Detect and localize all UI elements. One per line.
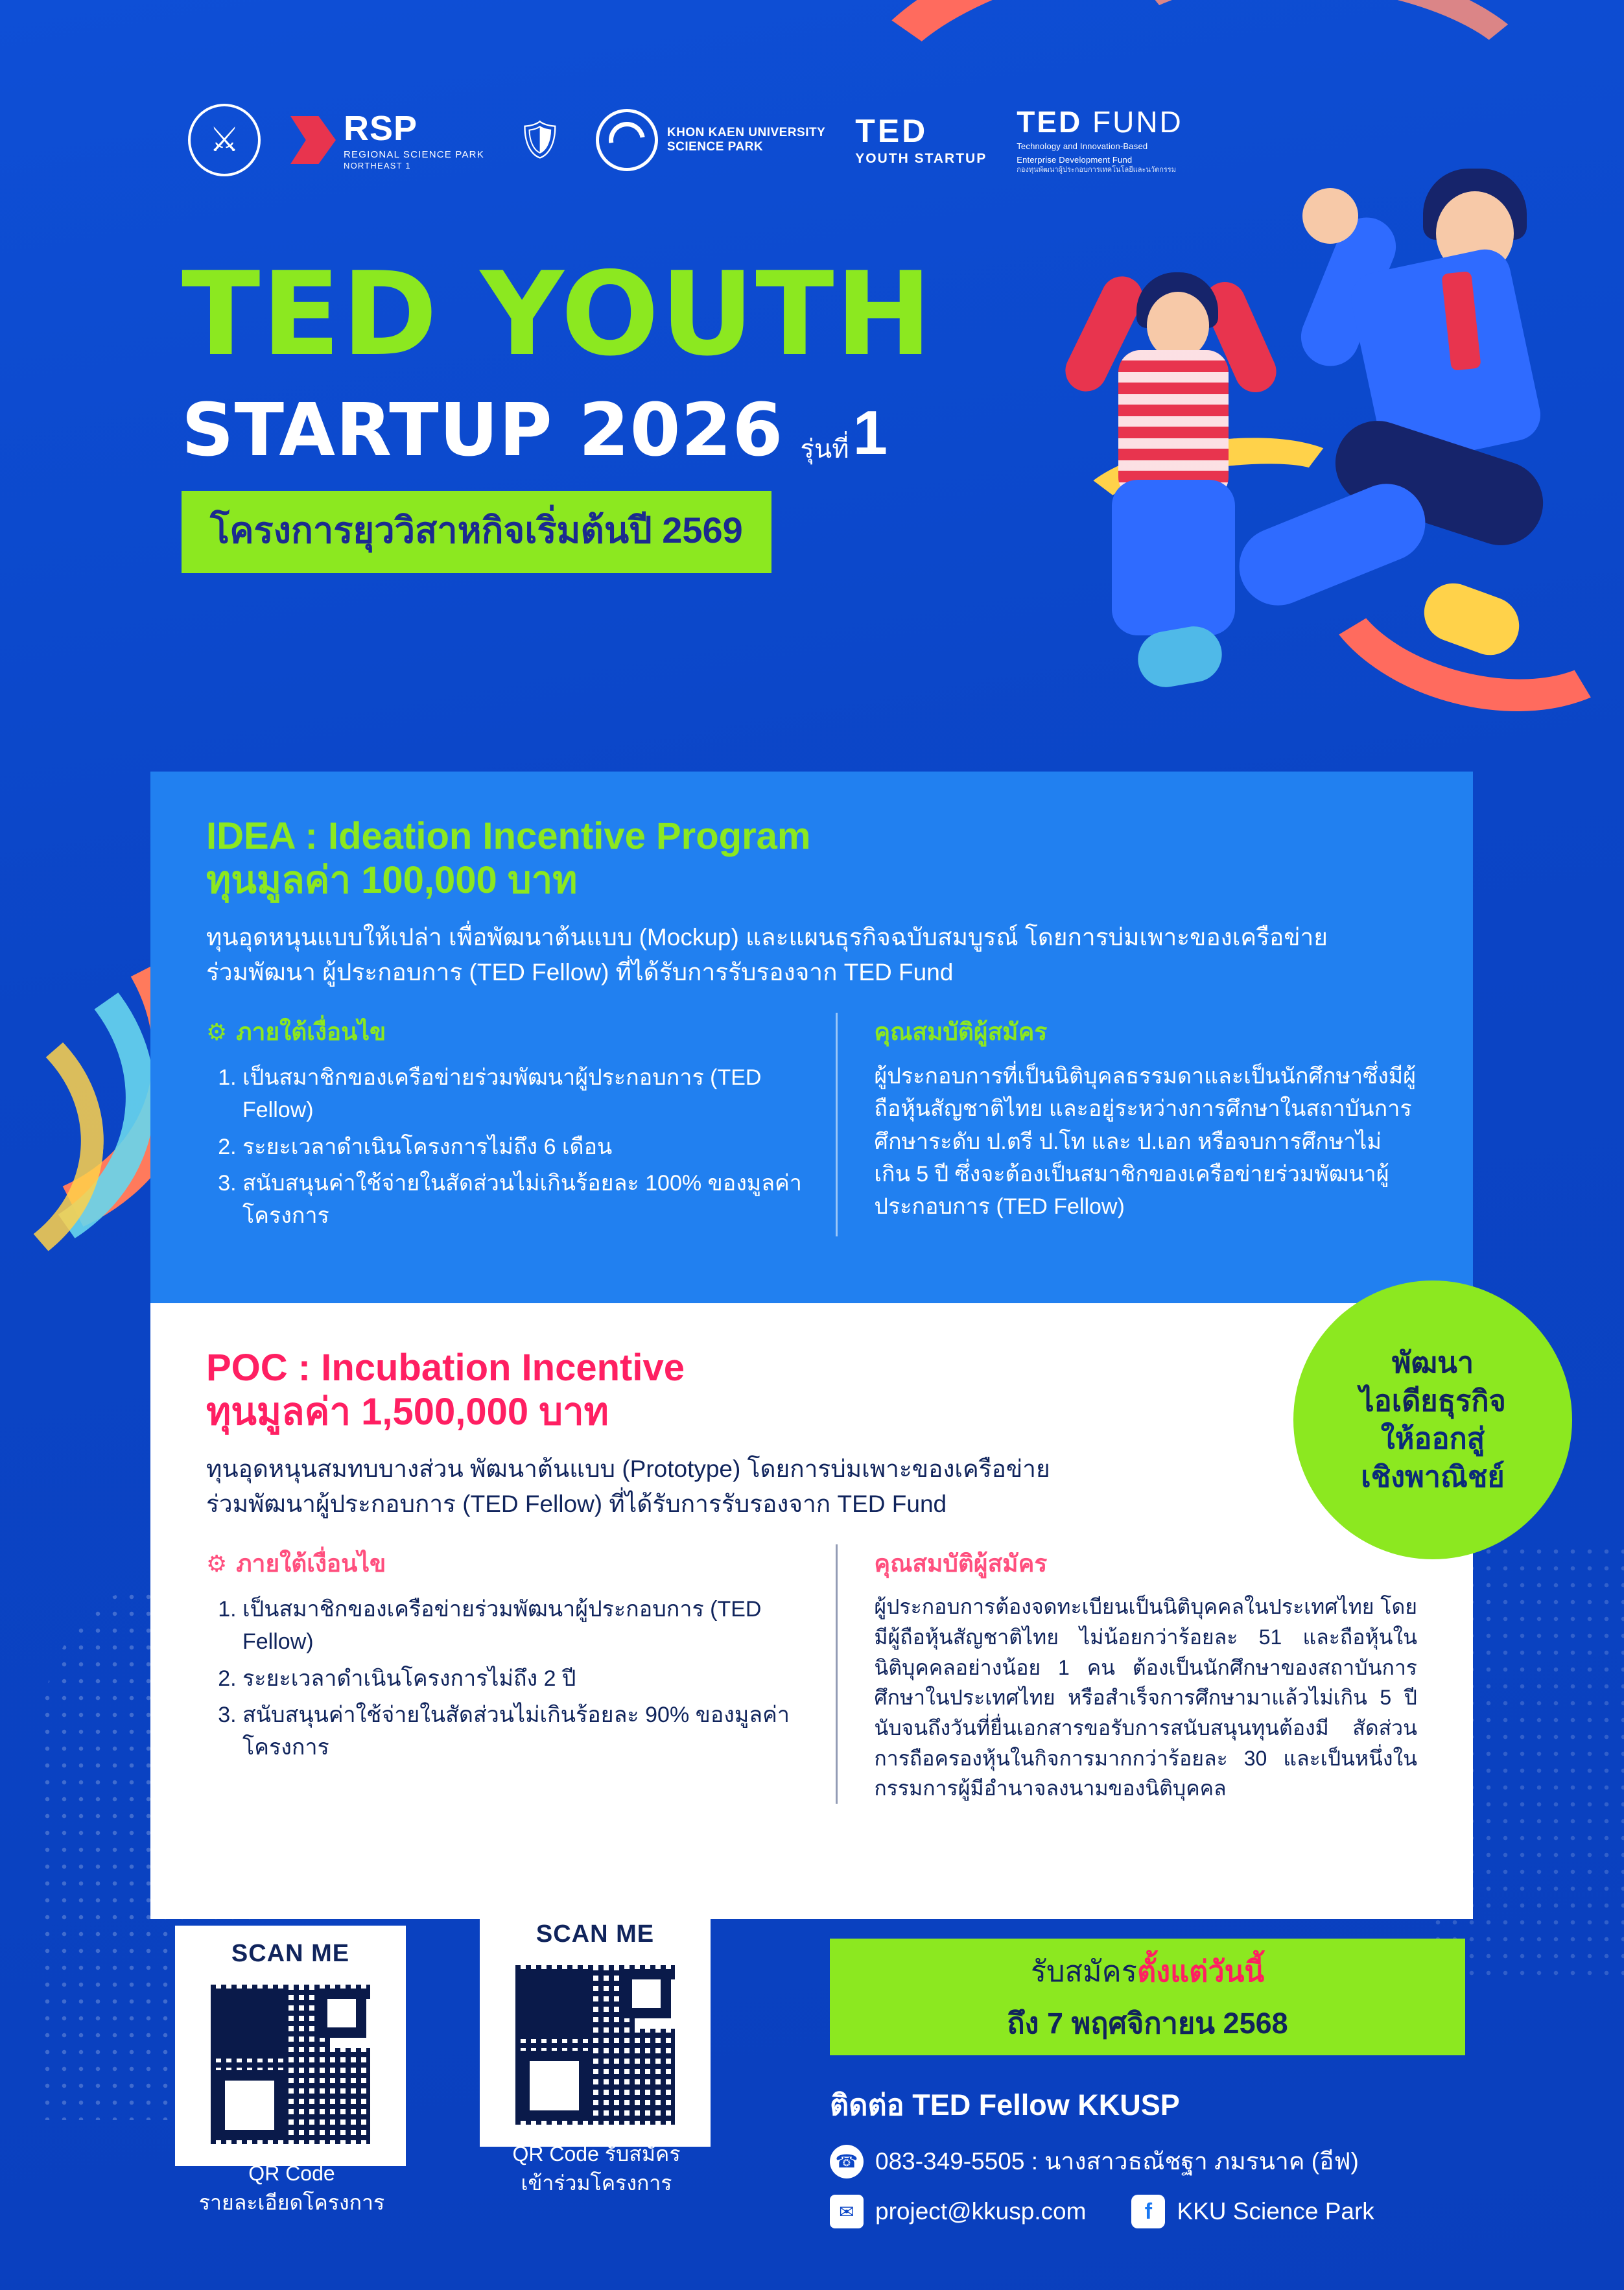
poc-heading-th: ทุนมูลค่า 1,500,000 บาท bbox=[206, 1391, 609, 1434]
kku-science-park-logo bbox=[596, 109, 825, 171]
scan-me-label: SCAN ME bbox=[231, 1940, 350, 1967]
qr-caption-registration bbox=[467, 2140, 726, 2198]
idea-heading-th: ทุนมูลค่า 100,000 บาท bbox=[206, 859, 578, 902]
qr-card-project-details[interactable] bbox=[175, 1926, 406, 2166]
list-item: 2. ระยะเวลาดำเนินโครงการไม่ถึง 2 ปี bbox=[242, 1662, 810, 1695]
mail-icon: ✉ bbox=[830, 2195, 864, 2228]
list-item: 1. เป็นสมาชิกของเครือข่ายร่วมพัฒนาผู้ประกอบการ (TED Fellow) bbox=[242, 1593, 810, 1658]
facebook-icon: f bbox=[1131, 2195, 1165, 2228]
kkusp-logo-line2: SCIENCE PARK bbox=[666, 140, 764, 154]
contact-facebook: KKU Science Park bbox=[1177, 2198, 1374, 2225]
apply-line1-strong: ตั้งแต่วันนี้ bbox=[1136, 1955, 1265, 1988]
idea-qualifications-body: ผู้ประกอบการที่เป็นนิติบุคลธรรมดาและเป็นนักศึกษาซึ่งมีผู้ถือหุ้นสัญชาติไทย และอยู่ระหว่างการศึกษาในสถาบันการศึกษาระดับ ป.ตรี ป.โท และ ป.เอก หรือจบการศึกษาไม่เกิน 5 ปี ซึ่งจะต้องเป็นสมาชิกของเครือข่ายร่วมพัฒนาผู้ประกอบการ (TED Fellow) bbox=[874, 1064, 1417, 1220]
idea-conditions-list bbox=[206, 1061, 810, 1233]
list-item: 1. เป็นสมาชิกของเครือข่ายร่วมพัฒนาผู้ประกอบการ (TED Fellow) bbox=[242, 1061, 810, 1127]
qr-caption-project-details bbox=[162, 2159, 421, 2217]
qr-code-image[interactable] bbox=[206, 1979, 375, 2149]
qr-caption-line-1: QR Code รับสมัคร bbox=[512, 2142, 681, 2166]
idea-conditions-heading: ภายใต้เงื่อนไข bbox=[236, 1019, 386, 1046]
rsp-mark-icon bbox=[290, 116, 336, 164]
contact-email: project@kkusp.com bbox=[875, 2198, 1087, 2225]
callout-line-3: ให้ออกสู่ bbox=[1380, 1422, 1485, 1455]
batch-badge-label: รุ่นที่ bbox=[800, 435, 849, 464]
poster-subtitle: STARTUP 2026 bbox=[182, 388, 784, 473]
idea-heading-en: IDEA : Ideation Incentive Program bbox=[206, 815, 811, 857]
callout-badge bbox=[1293, 1281, 1572, 1559]
idea-description: ทุนอุดหนุนแบบให้เปล่า เพื่อพัฒนาต้นแบบ (Mockup) และแผนธุรกิจฉบับสมบูรณ์ โดยการบ่มเพาะของเครือข่าย ร่วมพัฒนา ผู้ประกอบการ (TED Fellow) ที่ได้รับการรับรองจาก TED Fund bbox=[206, 923, 1328, 986]
ted-youth-startup-logo bbox=[855, 115, 987, 165]
woman-head bbox=[1147, 292, 1209, 359]
callout-line-4: เชิงพาณิชย์ bbox=[1361, 1459, 1505, 1493]
callout-line-2: ไอเดียธุรกิจ bbox=[1359, 1384, 1506, 1417]
poc-panel bbox=[150, 1303, 1473, 1919]
kkusp-logo-line1: KHON KAEN UNIVERSITY bbox=[666, 126, 826, 140]
batch-badge bbox=[800, 398, 888, 468]
kku-seal-logo: ⚔ bbox=[188, 104, 261, 176]
qr-caption-line-1: QR Code bbox=[248, 2162, 335, 2185]
contact-phone: 083-349-5505 : นางสาวธณัชฐา ภมรนาค (อีฟ) bbox=[875, 2148, 1359, 2175]
qr-caption-line-2: เข้าร่วมโครงการ bbox=[521, 2171, 672, 2195]
contact-title: ติดต่อ TED Fellow KKUSP bbox=[830, 2088, 1180, 2121]
idea-qualifications-column bbox=[836, 1013, 1417, 1236]
contact-facebook-row[interactable] bbox=[1131, 2195, 1374, 2228]
contact-email-row[interactable] bbox=[830, 2195, 1086, 2228]
poc-conditions-column bbox=[206, 1544, 836, 1804]
poster-tagline: โครงการยุววิสาหกิจเริ่มต้นปี 2569 bbox=[182, 491, 771, 573]
contact-phone-row bbox=[830, 2142, 1543, 2180]
poc-qualifications-heading: คุณสมบัติผู้สมัคร bbox=[874, 1550, 1048, 1577]
poc-conditions-heading: ภายใต้เงื่อนไข bbox=[236, 1550, 386, 1577]
apply-deadline: ถึง 7 พฤศจิกายน 2568 bbox=[1007, 2007, 1288, 2040]
poc-heading-en: POC : Incubation Incentive bbox=[206, 1347, 685, 1389]
rsp-logo bbox=[290, 108, 484, 171]
logo-bar bbox=[188, 104, 1183, 176]
tedfund-logo-sub1: Technology and Innovation-Based bbox=[1017, 141, 1148, 152]
gear-icon: ⚙ bbox=[206, 1550, 228, 1577]
hero-block bbox=[182, 247, 1154, 573]
poc-qualifications-column bbox=[836, 1544, 1417, 1804]
apply-line1-prefix: รับสมัคร bbox=[1030, 1955, 1137, 1988]
tedfund-logo-fund: FUND bbox=[1092, 104, 1183, 139]
list-item: 3. สนับสนุนค่าใช้จ่ายในสัดส่วนไม่เกินร้อยละ 90% ของมูลค่าโครงการ bbox=[242, 1699, 810, 1764]
contact-block bbox=[830, 2081, 1543, 2228]
scan-me-label: SCAN ME bbox=[535, 1920, 655, 1948]
idea-panel bbox=[150, 772, 1473, 1303]
tedfund-logo-sub2: Enterprise Development Fund bbox=[1017, 154, 1133, 165]
callout-line-1: พัฒนา bbox=[1391, 1346, 1474, 1379]
tedys-logo-ted: TED bbox=[855, 113, 928, 149]
kku-swirl-icon bbox=[596, 109, 658, 171]
poc-qualifications-body: ผู้ประกอบการต้องจดทะเบียนเป็นนิติบุคคลในประเทศไทย โดยมีผู้ถือหุ้นสัญชาติไทย ไม่น้อยกว่าร้อยละ 51 และถือหุ้นในนิติบุคคลอย่างน้อย 1 คน ต้องเป็นนักศึกษาของสถาบันการศึกษาในประเทศไทย หรือสำเร็จการศึกษามาแล้วไม่เกิน 5 ปี นับจนถึงวันที่ยื่นเอกสารขอรับการสนับสนุนทุนต้องมี สัดส่วนการถือครองหุ้นในกิจการมากกว่าร้อยละ 30 และเป็นหนึ่งในกรรมการผู้มีอำนาจลงนามของนิติบุคคล bbox=[874, 1595, 1417, 1800]
tedys-logo-sub: YOUTH STARTUP bbox=[855, 151, 987, 166]
rsp-logo-subtitle-2: NORTHEAST 1 bbox=[344, 160, 411, 171]
qr-code-image[interactable] bbox=[510, 1960, 680, 2130]
qr-card-registration[interactable] bbox=[480, 1906, 711, 2147]
poc-description: ทุนอุดหนุนสมทบบางส่วน พัฒนาต้นแบบ (Prototype) โดยการบ่มเพาะของเครือข่ายร่วมพัฒนาผู้ประกอบการ (TED Fellow) ที่ได้รับการรับรองจาก TED Fund bbox=[206, 1455, 1050, 1517]
phone-icon: ☎ bbox=[830, 2145, 864, 2178]
tedfund-logo-sub3: กองทุนพัฒนาผู้ประกอบการเทคโนโลยีและนวัตกรรม bbox=[1017, 165, 1176, 174]
man-fist bbox=[1302, 188, 1358, 244]
qr-caption-line-2: รายละเอียดโครงการ bbox=[198, 2190, 385, 2214]
poc-conditions-list bbox=[206, 1593, 810, 1764]
ted-fund-logo bbox=[1017, 106, 1183, 174]
poster-title: TED YOUTH bbox=[182, 247, 934, 381]
list-item: 3. สนับสนุนค่าใช้จ่ายในสัดส่วนไม่เกินร้อยละ 100% ของมูลค่าโครงการ bbox=[242, 1167, 810, 1233]
shield-icon: 🛡 bbox=[516, 119, 564, 161]
list-item: 2. ระยะเวลาดำเนินโครงการไม่ถึง 6 เดือน bbox=[242, 1131, 810, 1163]
apply-banner bbox=[830, 1939, 1465, 2055]
rsp-logo-title: RSP bbox=[344, 108, 418, 148]
batch-badge-number: 1 bbox=[853, 398, 888, 468]
idea-qualifications-heading: คุณสมบัติผู้สมัคร bbox=[874, 1019, 1048, 1046]
tedfund-logo-ted: TED bbox=[1017, 104, 1083, 139]
rsp-logo-subtitle: REGIONAL SCIENCE PARK bbox=[344, 148, 484, 160]
gear-icon: ⚙ bbox=[206, 1018, 228, 1045]
idea-conditions-column bbox=[206, 1013, 836, 1236]
